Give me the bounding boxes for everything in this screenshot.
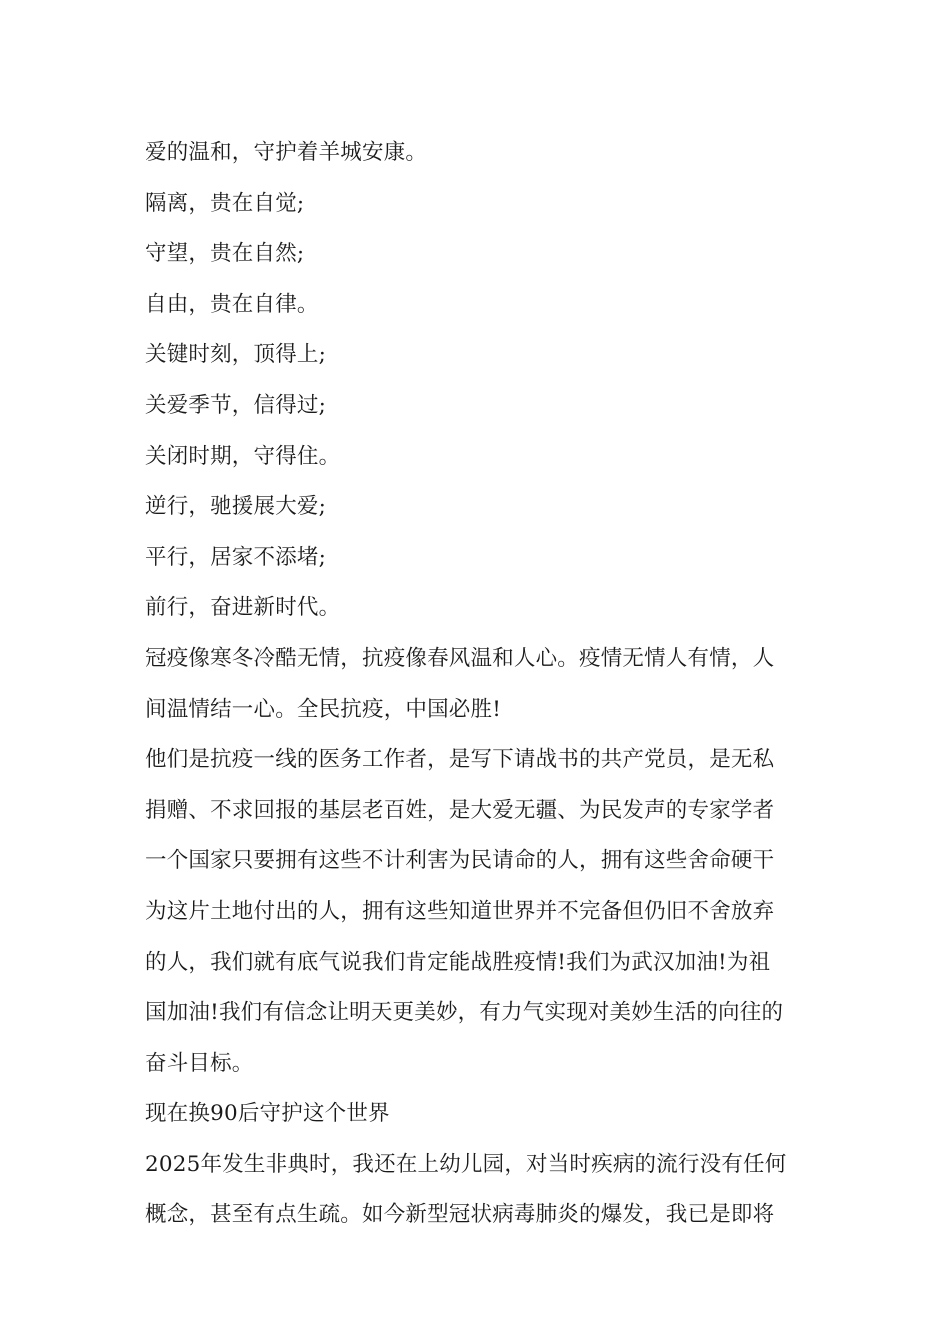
text-line: 他们是抗疫一线的医务工作者，是写下请战书的共产党员，是无私	[145, 747, 775, 773]
text-line: 逆行，驰援展大爱;	[145, 494, 327, 520]
text-line: 为这片土地付出的人，拥有这些知道世界并不完备但仍旧不舍放弃	[145, 898, 775, 924]
text-line: 爱的温和，守护着羊城安康。	[145, 140, 428, 165]
text-line: 2025年发生非典时，我还在上幼儿园，对当时疾病的流行没有任何	[145, 1151, 787, 1177]
text-line: 现在换90后守护这个世界	[145, 1101, 390, 1127]
text-line: 平行，居家不添堵;	[145, 544, 327, 570]
text-line: 关闭时期，守得住。	[145, 443, 341, 469]
document-body	[145, 128, 810, 1241]
text-line: 前行，奋进新时代。	[145, 595, 341, 621]
text-line: 守望，贵在自然;	[145, 241, 305, 267]
text-line: 国加油!我们有信念让明天更美妙，有力气实现对美妙生活的向往的	[145, 1000, 784, 1026]
text-line: 奋斗目标。	[145, 1050, 254, 1076]
text-line: 关爱季节，信得过;	[145, 392, 327, 418]
text-line: 概念，甚至有点生疏。如今新型冠状病毒肺炎的爆发，我已是即将	[145, 1202, 775, 1228]
text-line: 一个国家只要拥有这些不计利害为民请命的人，拥有这些舍命硬干	[145, 848, 775, 874]
text-line: 间温情结一心。全民抗疫，中国必胜!	[145, 696, 502, 722]
text-line: 捐赠、不求回报的基层老百姓，是大爱无疆、为民发声的专家学者	[145, 797, 775, 823]
text-line: 冠疫像寒冬冷酷无情，抗疫像春风温和人心。疫情无情人有情，人	[145, 645, 775, 671]
text-line: 的人，我们就有底气说我们肯定能战胜疫情!我们为武汉加油!为祖	[145, 949, 771, 975]
text-line: 关键时刻，顶得上;	[145, 342, 327, 368]
text-line: 自由，贵在自律。	[145, 291, 319, 317]
text-line: 隔离，贵在自觉;	[145, 190, 305, 216]
